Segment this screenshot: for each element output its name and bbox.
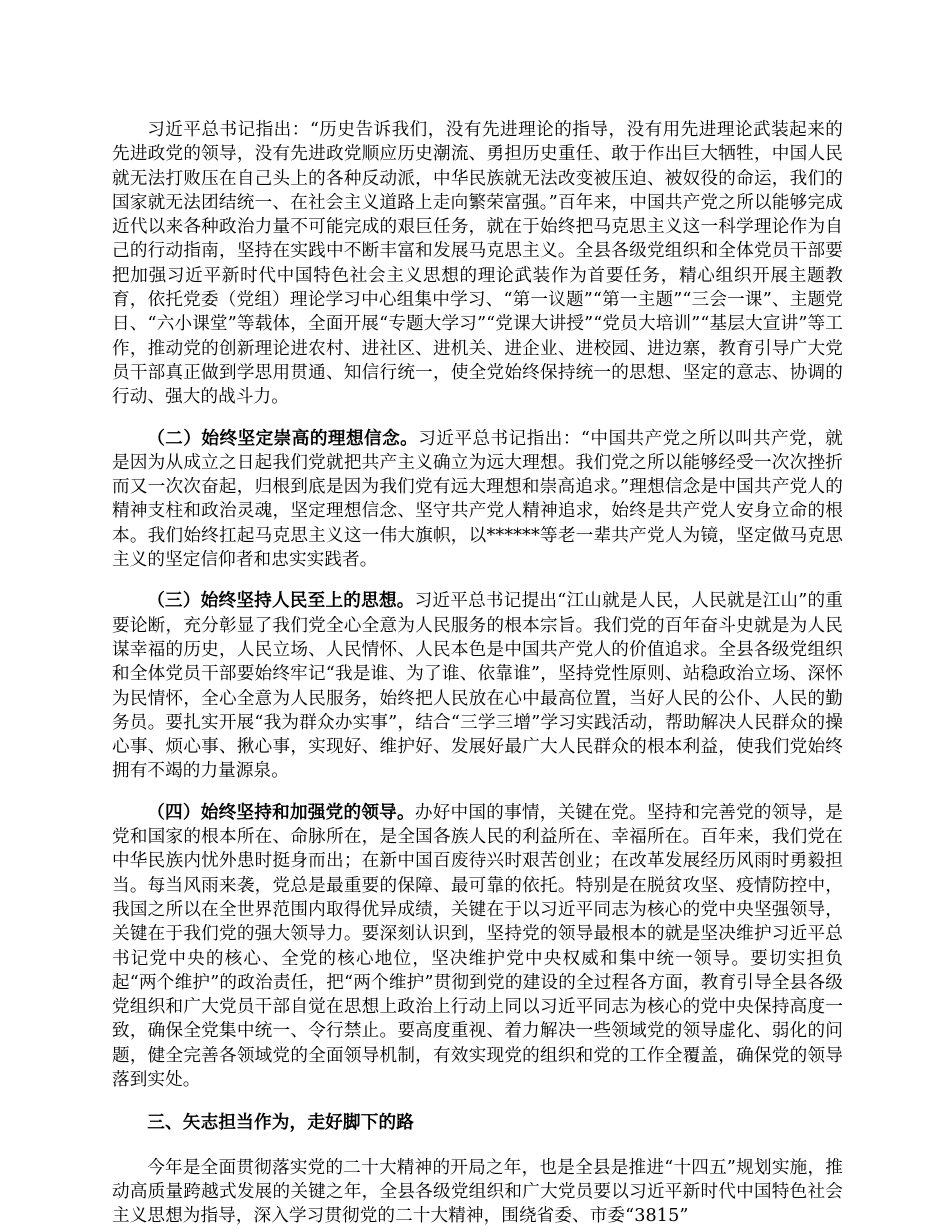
paragraph-section-three-people-first <box>112 589 843 783</box>
paragraph-lead: （二）始终坚定崇高的理想信念。 <box>147 427 419 449</box>
paragraph-text: 习近平总书记提出“江山就是人民，人民就是江山”的重要论断，充分彰显了我们党全心全意为人民服务的根本宗旨。我们党的百年奋斗史就是为人民谋幸福的历史，人民立场、人民情怀、人民本色是中国共产党人的价值追求。全县各级党组织和全体党员干部要始终牢记“我是谁、为了谁、依靠谁”，坚持党性原则、站稳政治立场、深怀为民情怀，全心全意为人民服务，始终把人民放在心中最高位置，当好人民的公仆、人民的勤务员。要扎实开展“我为群众办实事”，结合“三学三增”学习实践活动，帮助解决人民群众的操心事、烦心事、揪心事，实现好、维护好、发展好最广大人民群众的根本利益，使我们党始终拥有不竭的力量源泉。 <box>112 591 843 782</box>
paragraph-text: 今年是全面贯彻落实党的二十大精神的开局之年，也是全县是推进“十四五”规划实施，推动高质量跨越式发展的关键之年，全县各级党组织和广大党员要以习近平新时代中国特色社会主义思想为指导，深入学习贯彻党的二十大精神，围绕省委、市委“3815” <box>112 1157 843 1227</box>
paragraph-text: 办好中国的事情，关键在党。坚持和完善党的领导，是党和国家的根本所在、命脉所在，是全国各族人民的利益所在、幸福所在。百年来，我们党在中华民族内忧外患时挺身而出；在新中国百废待兴时艰苦创业；在改革发展经历风雨时勇毅担当。每当风雨来袭，党总是最重要的保障、最可靠的依托。特别是在脱贫攻坚、疫情防控中，我国之所以在全世界范围内取得优异成绩，关键在于以习近平同志为核心的党中央坚强领导，关键在于我们党的强大领导力。要深刻认识到，坚持党的领导最根本的就是坚决维护习近平总书记党中央的核心、全党的核心地位，坚决维护党中央权威和集中统一领导。要切实担负起“两个维护”的政治责任，把“两个维护”贯彻到党的建设的全过程各方面，教育引导全县各级党组织和广大党员干部自觉在思想上政治上行动上同以习近平同志为核心的党中央保持高度一致，确保全党集中统一、令行禁止。要高度重视、着力解决一些领域党的领导虚化、弱化的问题，健全完善各领域党的全面领导机制，有效实现党的组织和党的工作全覆盖，确保党的领导落到实处。 <box>112 802 843 1090</box>
paragraph-lead: （四）始终坚持和加强党的领导。 <box>147 801 415 823</box>
paragraph-text: 习近平总书记指出：“中国共产党之所以叫共产党，就是因为从成立之日起我们党就把共产主义确立为远大理想。我们党之所以能够经受一次次挫折而又一次次奋起，归根到底是因为我们党有远大理想和崇高追求。”理想信念是中国共产党人的精神支柱和政治灵魂，坚定理想信念、坚守共产党人精神追求，始终是共产党人安身立命的根本。我们始终扛起马克思主义这一伟大旗帜，以******等老一辈共产党人为镜，坚定做马克思主义的坚定信仰者和忠实实践者。 <box>112 428 843 571</box>
heading-section-three: 三、矢志担当作为，走好脚下的路 <box>147 1112 415 1134</box>
paragraph-closing-this-year <box>112 1156 843 1229</box>
paragraph-section-two-ideals <box>112 427 843 573</box>
document-text-body <box>112 118 843 1228</box>
paragraph-lead: （三）始终坚持人民至上的思想。 <box>147 590 415 612</box>
paragraph-section-four-party-leadership <box>112 801 843 1093</box>
paragraph-text: 习近平总书记指出：“历史告诉我们，没有先进理论的指导，没有用先进理论武装起来的先进政党的领导，没有先进政党顺应历史潮流、勇担历史重任、敢于作出巨大牺牲，中国人民就无法打败压在自己头上的各种反动派，中华民族就无法改变被压迫、被奴役的命运，我们的国家就无法团结统一、在社会主义道路上走向繁荣富强。”百年来，中国共产党之所以能够完成近代以来各种政治力量不可能完成的艰巨任务，就在于始终把马克思主义这一科学理论作为自己的行动指南，坚持在实践中不断丰富和发展马克思主义。全县各级党组织和全体党员干部要把加强习近平新时代中国特色社会主义思想的理论武装作为首要任务，精心组织开展主题教育，依托党委（党组）理论学习中心组集中学习、“第一议题”“第一主题”“三会一课”、主题党日、“六小课堂”等载体，全面开展“专题大学习”“党课大讲授”“党员大培训”“基层大宣讲”等工作，推动党的创新理论进农村、进社区、进机关、进企业、进校园、进边寨，教育引导广大党员干部真正做到学思用贯通、知信行统一，使全党始终保持统一的思想、坚定的意志、协调的行动、强大的战斗力。 <box>112 120 843 408</box>
paragraph-xi-jinping-quote <box>112 118 843 410</box>
